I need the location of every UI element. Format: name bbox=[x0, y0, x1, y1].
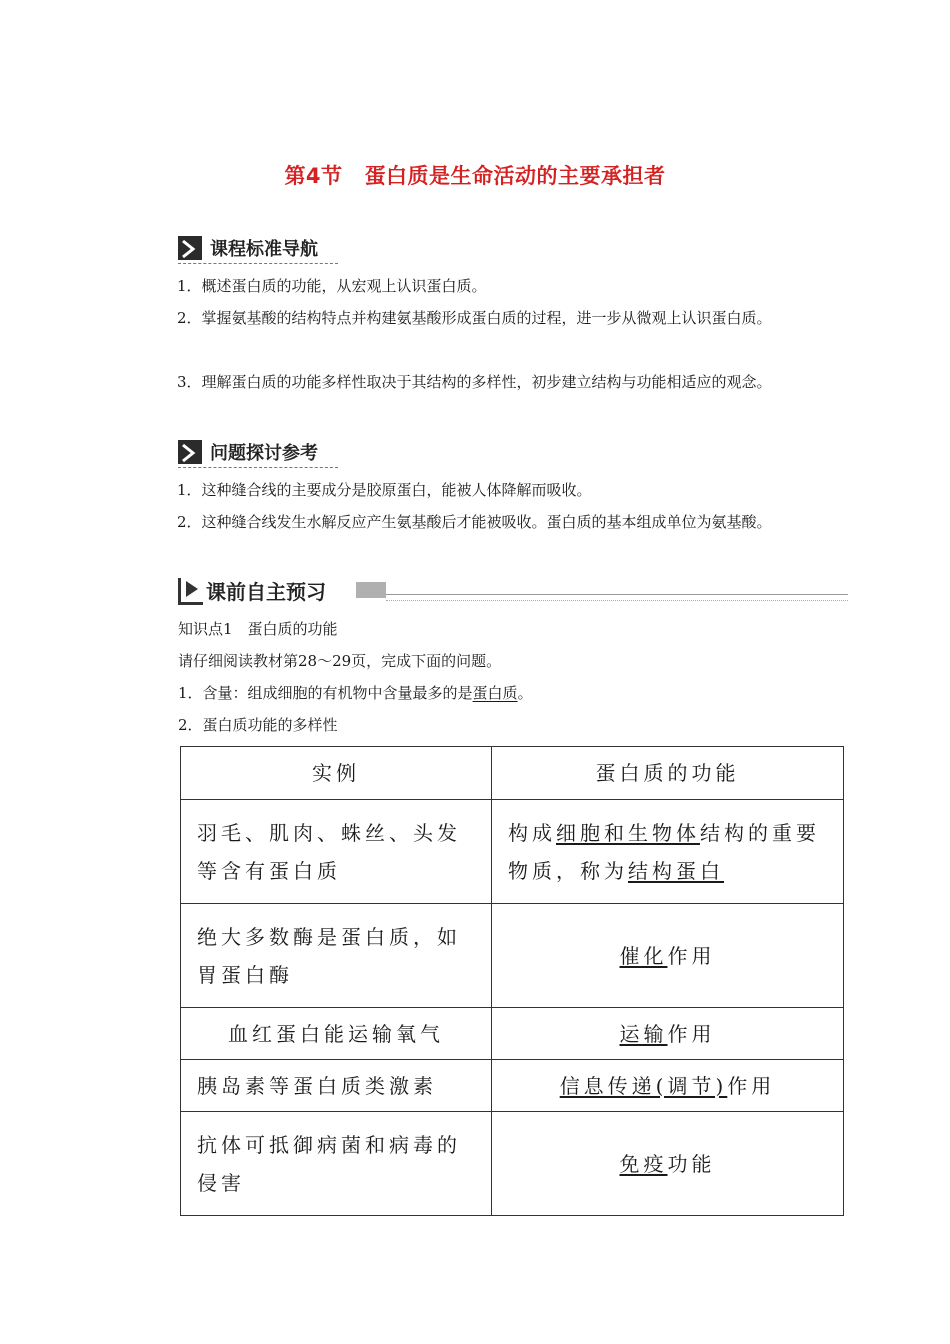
dotted-divider bbox=[178, 467, 338, 468]
section-heading-preview: 课前自主预习 bbox=[178, 576, 848, 606]
paragraph: 3．理解蛋白质的功能多样性取决于其结构的多样性，初步建立结构与功能相适应的观念。 bbox=[177, 373, 772, 391]
content-line: 1．含量：组成细胞的有机物中含量最多的是蛋白质。 bbox=[178, 684, 533, 702]
paragraph: 2．掌握氨基酸的结构特点并构建氨基酸形成蛋白质的过程，进一步从微观上认识蛋白质。 bbox=[177, 309, 772, 327]
example-cell: 羽毛、肌肉、蛛丝、头发等含有蛋白质 bbox=[181, 800, 492, 904]
divider-line bbox=[386, 594, 848, 595]
example-cell: 抗体可抵御病菌和病毒的侵害 bbox=[181, 1112, 492, 1216]
function-cell: 免疫功能 bbox=[492, 1112, 844, 1216]
section-title: 蛋白质是生命活动的主要承担者 bbox=[364, 164, 666, 188]
arrow-icon bbox=[178, 236, 202, 260]
instruction: 请仔细阅读教材第28～29页，完成下面的问题。 bbox=[178, 652, 502, 670]
example-cell: 绝大多数酶是蛋白质，如胃蛋白酶 bbox=[181, 904, 492, 1008]
answer-blank: 蛋白质 bbox=[472, 684, 518, 702]
paragraph: 2．这种缝合线发生水解反应产生氨基酸后才能被吸收。蛋白质的基本组成单位为氨基酸。 bbox=[177, 513, 772, 531]
knowledge-point: 知识点1 蛋白质的功能 bbox=[178, 620, 338, 638]
divider-line bbox=[386, 600, 848, 601]
function-cell: 催化作用 bbox=[492, 904, 844, 1008]
table-row bbox=[181, 1008, 844, 1060]
heading-bar bbox=[356, 582, 386, 598]
function-table bbox=[180, 746, 844, 1216]
diversity-line: 2．蛋白质功能的多样性 bbox=[178, 716, 338, 734]
column-header: 实例 bbox=[181, 747, 492, 800]
arrow-icon bbox=[178, 440, 202, 464]
function-cell: 构成细胞和生物体结构的重要物质，称为结构蛋白 bbox=[492, 800, 844, 904]
arrow-icon bbox=[178, 578, 203, 605]
table-row bbox=[181, 1060, 844, 1112]
example-cell: 胰岛素等蛋白质类激素 bbox=[181, 1060, 492, 1112]
function-cell: 信息传递(调节)作用 bbox=[492, 1060, 844, 1112]
paragraph: 1．这种缝合线的主要成分是胶原蛋白，能被人体降解而吸收。 bbox=[177, 481, 592, 499]
dotted-divider bbox=[178, 263, 338, 264]
table-row bbox=[181, 1112, 844, 1216]
page-title bbox=[0, 160, 950, 190]
table-row bbox=[181, 800, 844, 904]
table-header-row bbox=[181, 747, 844, 800]
function-cell: 运输作用 bbox=[492, 1008, 844, 1060]
paragraph: 1．概述蛋白质的功能，从宏观上认识蛋白质。 bbox=[177, 277, 487, 295]
column-header: 蛋白质的功能 bbox=[492, 747, 844, 800]
section-number: 第4节 bbox=[284, 164, 343, 188]
example-cell: 血红蛋白能运输氧气 bbox=[181, 1008, 492, 1060]
table-row bbox=[181, 904, 844, 1008]
